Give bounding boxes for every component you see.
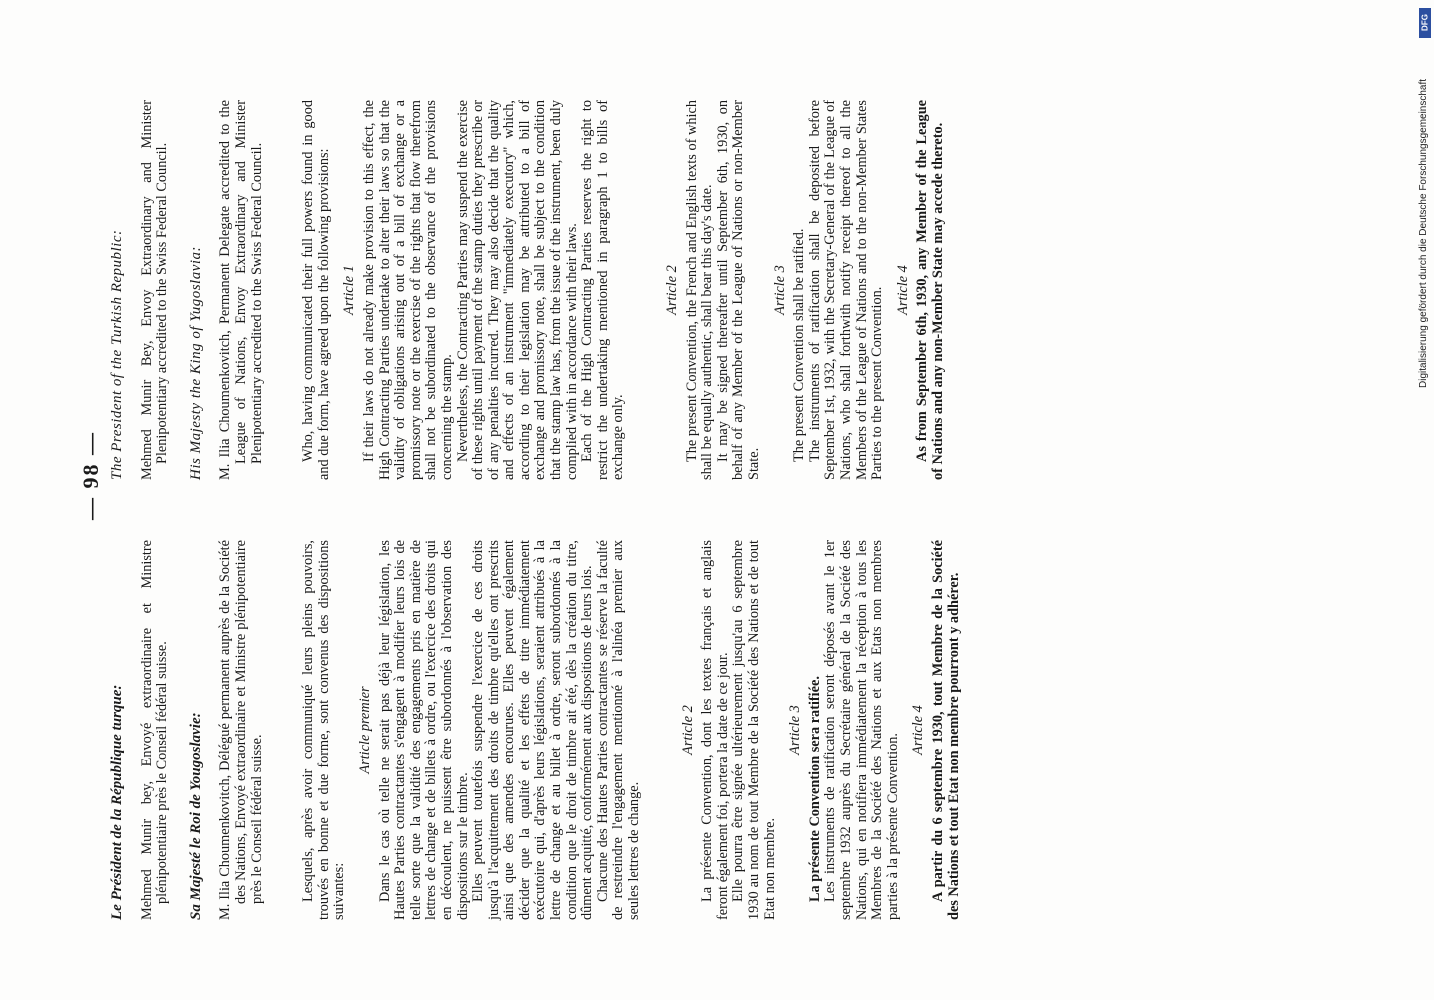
- french-article-4-title: Article 4: [910, 705, 927, 755]
- english-yugoslavia-delegate: M. Ilia Choumenkovitch, Permanent Delegate accredited to the League of Nations, Envoy Extraordinary and Minister Plenipotentiary accredited to the Swiss Federal Council.: [217, 100, 265, 480]
- dfg-logo: DFG: [1419, 8, 1431, 38]
- french-head-turkey: Le Président de la République turque:: [109, 684, 125, 920]
- english-article-1-para-1: If their laws do not already make provision to this effect, the High Contracting Parties undertake to alter their laws so that the validity of obligations arising out of a bill of exchange or a promissory note or the exercise of the rights that flow therefrom shall not be subordinated to the observance of the provisions concerning the stamp.: [360, 100, 455, 480]
- french-article-3-title: Article 3: [787, 705, 804, 755]
- french-turkey-delegate: Mehmed Munir bey, Envoyé extraordinaire et Ministre plénipotentiaire près le Conseil fédéral suisse.: [138, 540, 171, 920]
- english-head-yugoslavia: His Majesty the King of Yugoslavia:: [187, 245, 204, 480]
- french-article-1-para-1: Dans le cas où telle ne serait pas déjà leur législation, les Hautes Parties contractantes s'engagent à modifier leurs lois de telle sorte que la validité des engagements pris en matière de lettres de change et de billets à ordre, ou l'exercice des droits qui en découlent, ne puissent être subordonnés à l'observation des dispositions sur le timbre.: [376, 540, 471, 920]
- french-article-2-para-1: La présente Convention, dont les textes français et anglais feront également foi, portera la date de ce jour.: [699, 540, 731, 920]
- english-article-2-title: Article 2: [664, 265, 681, 315]
- english-article-3-title: Article 3: [771, 265, 788, 315]
- digitization-credit: [1418, 8, 1432, 388]
- french-article-1-title: Article premier: [356, 686, 373, 774]
- english-column: [110, 100, 947, 480]
- english-turkey-delegate: Mehmed Munir Bey, Envoy Extraordinary and Minister Plenipotentiary accredited to the Swiss Federal Council.: [138, 100, 171, 480]
- english-article-2-para-2: It may be signed thereafter until September 6th, 1930, on behalf of any Member of the League of Nations or non-Member State.: [714, 100, 762, 480]
- french-head-yugoslavia: Sa Majesté le Roi de Yougoslavie:: [187, 712, 204, 920]
- page-number: — 98 —: [78, 431, 103, 520]
- english-article-1-title: Article 1: [341, 265, 358, 315]
- english-article-1-para-3: Each of the High Contracting Parties reserves the right to restrict the undertaking mentioned in paragraph 1 to bills of exchange only.: [579, 100, 627, 480]
- french-yugoslavia-delegate: M. Ilia Choumenkovitch, Délégué permanent auprès de la Société des Nations, Envoyé extraordinaire et Ministre plénipotentiaire près le Conseil fédéral suisse.: [217, 540, 265, 920]
- english-article-3-para-1: The present Convention shall be ratified.: [791, 228, 808, 462]
- english-head-turkey: The President of the Turkish Republic:: [109, 229, 125, 480]
- english-article-4-title: Article 4: [894, 265, 911, 315]
- english-full-powers: Who, having communicated their full powers found in good and due form, have agreed upon the following provisions:: [300, 100, 332, 480]
- digitization-credit-text: Digitalisierung gefördert durch die Deutsche Forschungsgemeinschaft: [1418, 78, 1429, 388]
- english-article-3-para-2: The instruments of ratification shall be deposited before September 1st, 1932, with the Secretary-General of the League of Nations, who shall forthwith notify receipt thereof to all the Members of the League of Nations and to the non-Member States Parties to the present Convention.: [806, 100, 886, 480]
- french-full-powers: Lesquels, après avoir communiqué leurs pleins pouvoirs, trouvés en bonne et due forme, sont convenus des dispositions suivantes:: [300, 540, 348, 920]
- french-article-2-title: Article 2: [679, 705, 696, 755]
- french-article-4-para-1: A partir du 6 septembre 1930, tout Membre de la Société des Nations et tout Etat non membre pourront y adhérer.: [929, 540, 962, 920]
- english-article-2-para-1: The present Convention, the French and English texts of which shall be equally authentic, shall bear this day's date.: [683, 100, 716, 480]
- french-article-3-para-2: Les instruments de ratification seront déposés avant le 1er septembre 1932 auprès du Secrétaire général de la Société des Nations, qui en notifiera immédiatement la réception à tous les Membres de la Société des Nations et aux Etats non membres parties à la présente Convention.: [822, 540, 901, 920]
- english-article-4-para-1: As from September 6th, 1930, any Member of the League of Nations and any non-Member State may accede thereto.: [914, 100, 946, 480]
- french-column: [110, 540, 962, 920]
- french-article-1-para-2: Elles peuvent toutefois suspendre l'exercice de ces droits jusqu'à l'acquittement des droits de timbre qu'elles ont prescrits ainsi que des amendes encourues. Elles peuvent également décider que la qualité et les effets de titre immédiatement exécutoire qui, d'après leurs législations, seraient attribués à la lettre de change et au billet à ordre, seront subordonnés à la condition que le droit de timbre ait été, dès la création du titre, dûment acquitté, conformément aux dispositions de leurs lois.: [470, 540, 596, 920]
- french-article-3-para-1: La présente Convention sera ratifiée.: [806, 676, 823, 902]
- english-article-1-para-2: Nevertheless, the Contracting Parties may suspend the exercise of these rights until payment of the stamp duties they prescribe or of any penalties incurred. They may also decide that the quality and effects of an instrument "immediately executory" which, according to their legislation may be attributed to a bill of exchange and promissory note, shall be subject to the condition that the stamp law has, from the issue of the instrument, been duly complied with in accordance with their laws.: [454, 100, 580, 480]
- rotated-document-body: [78, 50, 1430, 950]
- french-article-2-para-2: Elle pourra être signée ultérieurement jusqu'au 6 septembre 1930 au nom de tout Membre de la Société des Nations et de tout Etat non membre.: [730, 540, 778, 920]
- french-article-1-para-3: Chacune des Hautes Parties contractantes se réserve la faculté de restreindre l'engagement mentionné à l'alinéa premier aux seules lettres de change.: [594, 540, 643, 920]
